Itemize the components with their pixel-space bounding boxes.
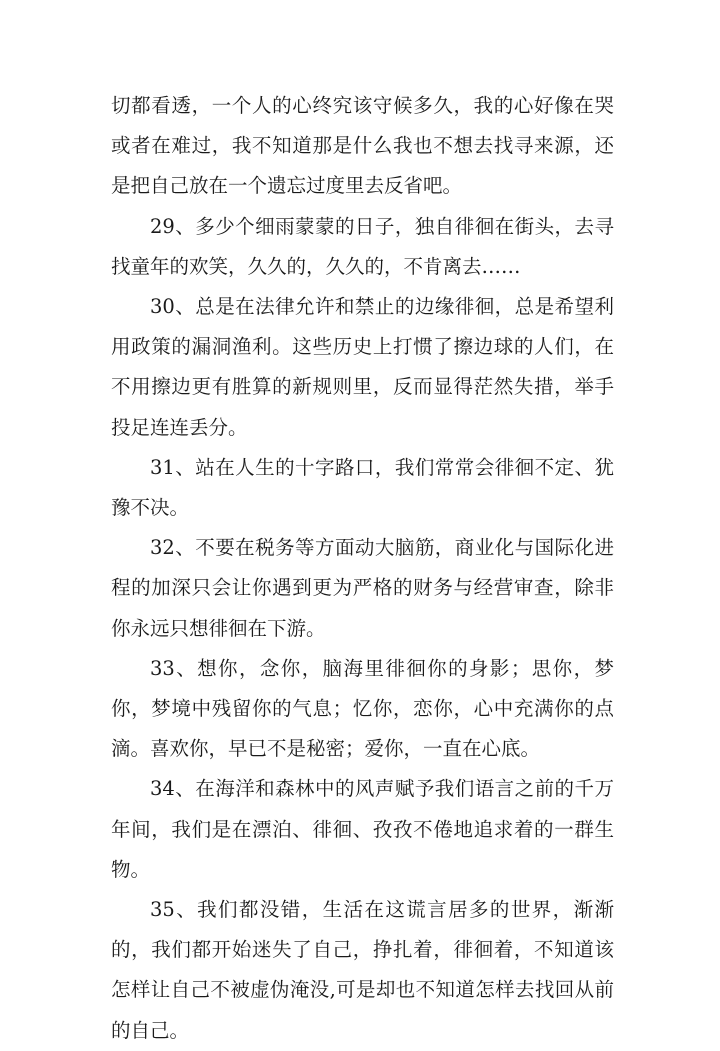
paragraph-34: 34、在海洋和森林中的风声赋予我们语言之前的千万年间，我们是在漂泊、徘徊、孜孜不倦地追求着的一群生物。 (111, 777, 614, 881)
paragraph-29: 29、多少个细雨蒙蒙的日子，独自徘徊在街头，去寻找童年的欢笑，久久的，久久的，不肯离去…… (111, 214, 614, 278)
paragraph-30: 30、总是在法律允许和禁止的边缘徘徊，总是希望利用政策的漏洞渔利。这些历史上打惯了擦边球的人们，在不用擦边更有胜算的新规则里，反而显得茫然失措，举手投足连连丢分。 (111, 295, 614, 439)
paragraph-31: 31、站在人生的十字路口，我们常常会徘徊不定、犹豫不决。 (111, 455, 614, 520)
paragraph-32: 32、不要在税务等方面动大脑筋，商业化与国际化进程的加深只会让你遇到更为严格的财务与经营审查，除非你永远只想徘徊在下游。 (111, 536, 614, 640)
paragraph-35: 35、我们都没错，生活在这谎言居多的世界，渐渐的，我们都开始迷失了自己，挣扎着，徘徊着，不知道该怎样让自己不被虚伪淹没,可是却也不知道怎样去找回从前的自己。 (111, 898, 614, 1042)
paragraph-continued: 切都看透，一个人的心终究该守候多久，我的心好像在哭或者在难过，我不知道那是什么我也不想去找寻来源，还是把自己放在一个遗忘过度里去反省吧。 (111, 94, 614, 198)
paragraph-33: 33、想你，念你，脑海里徘徊你的身影；思你，梦你，梦境中残留你的气息；忆你，恋你，心中充满你的点滴。喜欢你，早已不是秘密；爱你，一直在心底。 (111, 656, 614, 761)
document-body (111, 86, 614, 1051)
